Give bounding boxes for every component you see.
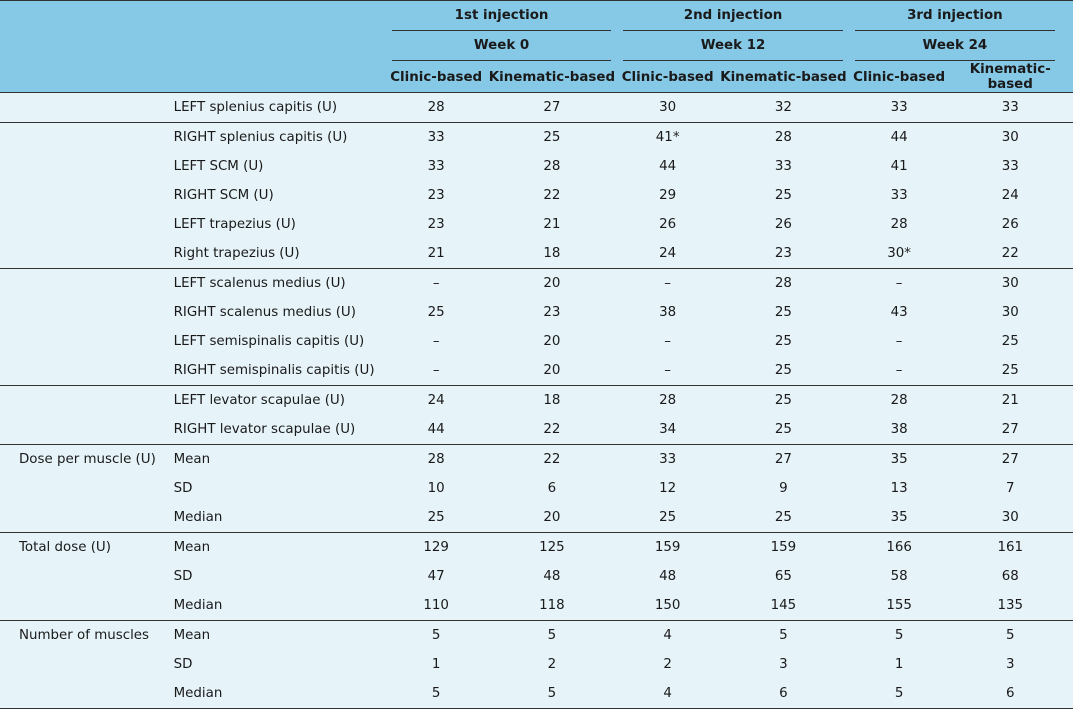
table-row [0,269,1073,299]
table-cell: 30 [947,123,1073,153]
row-group-label: Dose per muscle (U) [0,445,166,475]
header-blank [166,31,388,62]
table-cell: 34 [619,415,716,445]
table-cell: 125 [485,533,620,563]
table-cell: 18 [485,239,620,269]
header-week-0: Week 0 [388,31,619,62]
row-group-label [0,562,166,591]
table-cell: 25 [485,123,620,153]
row-group-label [0,650,166,679]
row-group-label [0,123,166,153]
table-cell: 3 [947,650,1073,679]
table-cell: 20 [485,327,620,356]
table-header [0,1,1073,93]
table-cell: 159 [716,533,851,563]
table-row [0,181,1073,210]
table-cell: 44 [388,415,485,445]
table-cell: 26 [947,210,1073,239]
table-cell: 166 [851,533,948,563]
row-label: LEFT semispinalis capitis (U) [166,327,388,356]
table-cell: 28 [388,93,485,123]
table-cell: 1 [851,650,948,679]
row-group-label [0,356,166,386]
row-group-label [0,210,166,239]
table-cell: 38 [851,415,948,445]
table-cell: – [619,327,716,356]
table-cell: 23 [388,181,485,210]
header-blank [166,62,388,93]
table-cell: 22 [947,239,1073,269]
table-cell: 33 [619,445,716,475]
table-cell: 23 [388,210,485,239]
header-blank [0,62,166,93]
table-cell: 4 [619,621,716,651]
table-cell: 25 [716,386,851,416]
table-cell: 129 [388,533,485,563]
table-cell: 5 [388,679,485,709]
row-label: SD [166,650,388,679]
table-row [0,474,1073,503]
row-label: RIGHT SCM (U) [166,181,388,210]
column-header-method: Clinic-based [388,62,485,93]
table-cell: 6 [716,679,851,709]
table-cell: 5 [851,679,948,709]
table-cell: 20 [485,503,620,533]
table-body [0,93,1073,709]
table-cell: 43 [851,298,948,327]
table-cell: 28 [716,269,851,299]
table-cell: – [851,269,948,299]
table-row [0,591,1073,621]
row-group-label [0,386,166,416]
table-row [0,93,1073,123]
table-cell: 29 [619,181,716,210]
table-cell: 30 [619,93,716,123]
table-cell: 2 [485,650,620,679]
table-cell: 135 [947,591,1073,621]
row-label: RIGHT semispinalis capitis (U) [166,356,388,386]
table-cell: 27 [485,93,620,123]
header-blank [0,1,166,32]
header-blank [166,1,388,32]
table-row [0,562,1073,591]
table-cell: 30 [947,269,1073,299]
table-cell: 41 [851,152,948,181]
row-group-label [0,503,166,533]
table-cell: 21 [388,239,485,269]
table-row [0,679,1073,709]
table-cell: 5 [388,621,485,651]
table-cell: 13 [851,474,948,503]
table-cell: 23 [716,239,851,269]
table-cell: 47 [388,562,485,591]
table-cell: 145 [716,591,851,621]
row-label: Mean [166,533,388,563]
table-cell: 20 [485,356,620,386]
table-cell: 150 [619,591,716,621]
table-row [0,356,1073,386]
table-cell: 6 [485,474,620,503]
table-cell: 28 [851,386,948,416]
table-cell: 33 [851,93,948,123]
row-label: Mean [166,445,388,475]
table-row [0,503,1073,533]
table-cell: 25 [388,503,485,533]
table-row [0,210,1073,239]
table-cell: 1 [388,650,485,679]
table-cell: 48 [485,562,620,591]
table-cell: 28 [619,386,716,416]
table-cell: 27 [716,445,851,475]
table-cell: 68 [947,562,1073,591]
table-row [0,239,1073,269]
row-group-label [0,474,166,503]
table-cell: 30 [947,298,1073,327]
table-cell: 4 [619,679,716,709]
row-label: RIGHT scalenus medius (U) [166,298,388,327]
table-cell: – [619,356,716,386]
table-cell: 33 [947,152,1073,181]
row-label: Mean [166,621,388,651]
table-cell: 24 [947,181,1073,210]
row-group-label [0,298,166,327]
table-cell: 110 [388,591,485,621]
row-label: LEFT trapezius (U) [166,210,388,239]
table-cell: 48 [619,562,716,591]
table-cell: 21 [947,386,1073,416]
row-label: Median [166,679,388,709]
table-cell: 21 [485,210,620,239]
table-cell: 25 [716,181,851,210]
table-cell: 33 [851,181,948,210]
column-header-method: Clinic-based [619,62,716,93]
table-cell: 33 [388,123,485,153]
table-cell: 23 [485,298,620,327]
row-label: SD [166,474,388,503]
table-cell: 30 [947,503,1073,533]
table-cell: 22 [485,181,620,210]
table-row [0,298,1073,327]
table-cell: 58 [851,562,948,591]
table-cell: 161 [947,533,1073,563]
table-cell: 28 [485,152,620,181]
table-cell: 25 [947,356,1073,386]
table-cell: 12 [619,474,716,503]
table-cell: 25 [716,503,851,533]
table-cell: 28 [716,123,851,153]
table-cell: 27 [947,445,1073,475]
table-cell: 33 [388,152,485,181]
column-header-method: Kinematic-based [716,62,851,93]
table-cell: 32 [716,93,851,123]
table-cell: 65 [716,562,851,591]
row-label: Median [166,591,388,621]
table-cell: 22 [485,445,620,475]
row-label: LEFT SCM (U) [166,152,388,181]
table-cell: 5 [947,621,1073,651]
row-label: LEFT scalenus medius (U) [166,269,388,299]
table-cell: 44 [851,123,948,153]
row-group-label [0,327,166,356]
row-group-label [0,679,166,709]
table-cell: 3 [716,650,851,679]
table-cell: 30* [851,239,948,269]
table-cell: 10 [388,474,485,503]
table-row [0,415,1073,445]
table-cell: 155 [851,591,948,621]
table-cell: 159 [619,533,716,563]
header-injection-2: 2nd injection [619,1,850,32]
table-cell: 41* [619,123,716,153]
row-label: SD [166,562,388,591]
table-cell: 5 [716,621,851,651]
column-header-method: Clinic-based [851,62,948,93]
table-cell: 25 [716,415,851,445]
table-row [0,386,1073,416]
table-cell: 25 [716,298,851,327]
row-group-label: Total dose (U) [0,533,166,563]
header-blank [0,31,166,62]
row-group-label [0,415,166,445]
table-cell: 35 [851,445,948,475]
table-cell: 22 [485,415,620,445]
table-cell: – [851,356,948,386]
table-row [0,533,1073,563]
row-label: LEFT levator scapulae (U) [166,386,388,416]
table-cell: – [388,269,485,299]
table-row [0,621,1073,651]
row-label: Right trapezius (U) [166,239,388,269]
row-group-label [0,269,166,299]
table-cell: – [851,327,948,356]
table-row [0,327,1073,356]
header-injection-1: 1st injection [388,1,619,32]
table-cell: 5 [485,621,620,651]
table-cell: 5 [851,621,948,651]
table-cell: 7 [947,474,1073,503]
table-cell: 20 [485,269,620,299]
table-cell: 25 [947,327,1073,356]
table-cell: 9 [716,474,851,503]
table-cell: 26 [619,210,716,239]
table-cell: 18 [485,386,620,416]
table-cell: 2 [619,650,716,679]
row-label: RIGHT splenius capitis (U) [166,123,388,153]
row-group-label [0,239,166,269]
table-cell: 28 [851,210,948,239]
table-cell: 25 [388,298,485,327]
table-cell: 25 [619,503,716,533]
table-cell: – [619,269,716,299]
table-cell: 24 [388,386,485,416]
row-group-label [0,93,166,123]
row-group-label [0,181,166,210]
row-group-label [0,152,166,181]
header-injection-3: 3rd injection [851,1,1073,32]
row-label: Median [166,503,388,533]
table-cell: 118 [485,591,620,621]
table-cell: 28 [388,445,485,475]
table-cell: 38 [619,298,716,327]
table-cell: 44 [619,152,716,181]
table-cell: 35 [851,503,948,533]
row-group-label: Number of muscles [0,621,166,651]
table-cell: 25 [716,327,851,356]
table-row [0,650,1073,679]
column-header-method: Kinematic-based [947,62,1073,93]
table-row [0,123,1073,153]
table-cell: 33 [947,93,1073,123]
table-cell: 27 [947,415,1073,445]
table-cell: – [388,327,485,356]
row-group-label [0,591,166,621]
column-header-method: Kinematic-based [485,62,620,93]
row-label: LEFT splenius capitis (U) [166,93,388,123]
table-cell: 24 [619,239,716,269]
table-cell: 33 [716,152,851,181]
table-cell: 5 [485,679,620,709]
table-cell: – [388,356,485,386]
header-week-24: Week 24 [851,31,1073,62]
table-row [0,152,1073,181]
table-row [0,445,1073,475]
table-cell: 6 [947,679,1073,709]
table-cell: 26 [716,210,851,239]
header-week-12: Week 12 [619,31,850,62]
table-cell: 25 [716,356,851,386]
row-label: RIGHT levator scapulae (U) [166,415,388,445]
